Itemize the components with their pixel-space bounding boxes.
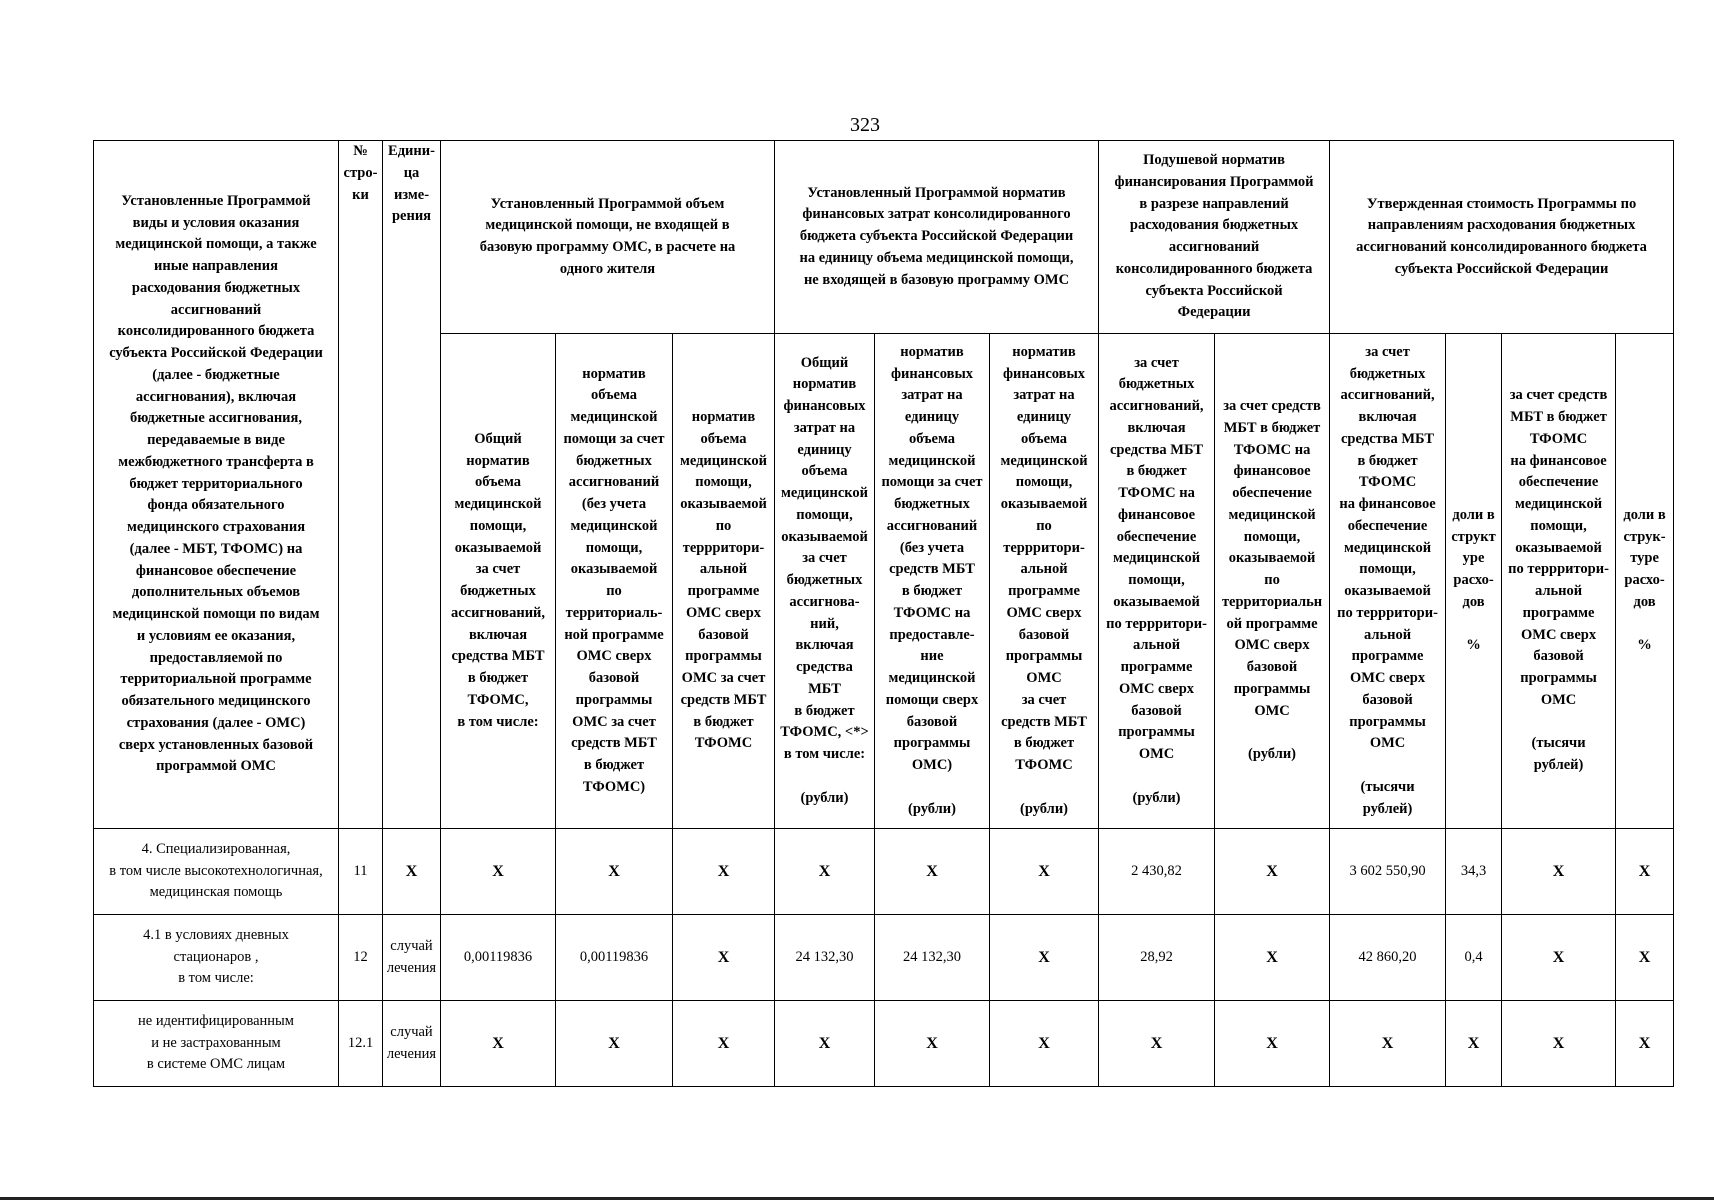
page-number: 323	[850, 114, 880, 136]
header-group-volume: Установленный Программой объем медицинской помощи, не входящей в базовую программу ОМС, в расчете на одного жителя	[441, 141, 775, 334]
cell: X	[990, 829, 1099, 915]
header-group-cost-norm: Установленный Программой норматив финансовых затрат консолидированного бюджета субъекта Российской Федерации на единицу объема медицинской помощи, не входящей в базовую программу ОМС	[775, 141, 1099, 334]
cell: 0,4	[1446, 915, 1502, 1001]
cell: X	[1616, 829, 1674, 915]
cell: X	[1616, 1001, 1674, 1087]
cell: X	[673, 1001, 775, 1087]
cell: 0,00119836	[556, 915, 673, 1001]
header-group-per-capita: Подушевой норматив финансирования Программой в разрезе направлений расходования бюджетных ассигнований консолидированного бюджета субъекта Российской Федерации	[1099, 141, 1330, 334]
cell: X	[775, 829, 875, 915]
header-unit: Едини- ца изме- рения	[383, 141, 441, 829]
cell: X	[1502, 1001, 1616, 1087]
header-sub-5: норматив финансовых затрат на единицу объема медицинской помощи за счет бюджетных ассигнований (без учета средств МБТ в бюджет ТФОМС на предоставле- ние медицинской помощи сверх базовой программы ОМС) (рубли)	[875, 334, 990, 829]
header-group-program-cost: Утвержденная стоимость Программы по направлениям расходования бюджетных ассигнований консолидированного бюджета субъекта Российской Федерации	[1330, 141, 1674, 334]
header-sub-3: норматив объема медицинской помощи, оказываемой по террритори- альной программе ОМС сверх базовой программы ОМС за счет средств МБТ в бюджет ТФОМС	[673, 334, 775, 829]
cell: X	[1502, 829, 1616, 915]
cell: 34,3	[1446, 829, 1502, 915]
header-row-number: № стро- ки	[339, 141, 383, 829]
header-types-of-care: Установленные Программой виды и условия оказания медицинской помощи, а также иные направления расходования бюджетных ассигнований консолидированного бюджета субъекта Российской Федерации (далее - бюджетные ассигнования), включая бюджетные ассигнования, передаваемые в виде межбюджетного трансферта в бюджет территориального фонда обязательного медицинского страхования (далее - МБТ, ТФОМС) на финансовое обеспечение дополнительных объемов медицинской помощи по видам и условиям ее оказания, предоставляемой по территориальной программе обязательного медицинского страхования (далее - ОМС) сверх установленных базовой программой ОМС	[94, 141, 339, 829]
row-unit: X	[383, 829, 441, 915]
cell: X	[556, 1001, 673, 1087]
cell: X	[1215, 829, 1330, 915]
cell: 42 860,20	[1330, 915, 1446, 1001]
row-label: 4. Специализированная, в том числе высокотехнологичная, медицинская помощь	[94, 829, 339, 915]
cell: X	[875, 1001, 990, 1087]
row-label: 4.1 в условиях дневных стационаров , в том числе:	[94, 915, 339, 1001]
cell: X	[1330, 1001, 1446, 1087]
cell: X	[875, 829, 990, 915]
header-sub-8: за счет средств МБТ в бюджет ТФОМС на финансовое обеспечение медицинской помощи, оказываемой по территориальн ой программе ОМС сверх базовой программы ОМС (рубли)	[1215, 334, 1330, 829]
cell: X	[775, 1001, 875, 1087]
row-unit: случай лечения	[383, 915, 441, 1001]
cell: X	[1502, 915, 1616, 1001]
header-sub-7: за счет бюджетных ассигнований, включая средства МБТ в бюджет ТФОМС на финансовое обеспечение медицинской помощи, оказываемой по террритори- альной программе ОМС сверх базовой программы ОМС (рубли)	[1099, 334, 1215, 829]
cell: X	[1215, 915, 1330, 1001]
row-unit: случай лечения	[383, 1001, 441, 1087]
row-label: не идентифицированным и не застрахованным в системе ОМС лицам	[94, 1001, 339, 1087]
header-sub-4: Общий норматив финансовых затрат на единицу объема медицинской помощи, оказываемой за счет бюджетных ассигнова- ний, включая средства МБТ в бюджет ТФОМС, <*> в том числе: (рубли)	[775, 334, 875, 829]
cell: X	[673, 829, 775, 915]
header-sub-1: Общий норматив объема медицинской помощи, оказываемой за счет бюджетных ассигнований, включая средства МБТ в бюджет ТФОМС, в том числе:	[441, 334, 556, 829]
cell: 24 132,30	[775, 915, 875, 1001]
header-sub-10: доли в структ уре расхо- дов %	[1446, 334, 1502, 829]
cell: X	[441, 829, 556, 915]
program-cost-table	[93, 140, 1674, 1087]
header-sub-9: за счет бюджетных ассигнований, включая средства МБТ в бюджет ТФОМС на финансовое обеспечение медицинской помощи, оказываемой по террритори- альной программе ОМС сверх базовой программы ОМС (тысячи рублей)	[1330, 334, 1446, 829]
cell: 28,92	[1099, 915, 1215, 1001]
header-row-top	[94, 141, 1674, 334]
cell: X	[556, 829, 673, 915]
cell: X	[1215, 1001, 1330, 1087]
row-number: 12	[339, 915, 383, 1001]
row-number: 11	[339, 829, 383, 915]
cell: 3 602 550,90	[1330, 829, 1446, 915]
table-row	[94, 1001, 1674, 1087]
table-row	[94, 829, 1674, 915]
header-sub-6: норматив финансовых затрат на единицу объема медицинской помощи, оказываемой по террритори- альной программе ОМС сверх базовой программы ОМС за счет средств МБТ в бюджет ТФОМС (рубли)	[990, 334, 1099, 829]
cell: X	[673, 915, 775, 1001]
cell: X	[1616, 915, 1674, 1001]
header-sub-2: норматив объема медицинской помощи за счет бюджетных ассигнований (без учета медицинской помощи, оказываемой по территориаль- ной программе ОМС сверх базовой программы ОМС за счет средств МБТ в бюджет ТФОМС)	[556, 334, 673, 829]
cell: 24 132,30	[875, 915, 990, 1001]
cell: X	[1099, 1001, 1215, 1087]
table-row	[94, 915, 1674, 1001]
cell: 2 430,82	[1099, 829, 1215, 915]
header-sub-11: за счет средств МБТ в бюджет ТФОМС на финансовое обеспечение медицинской помощи, оказываемой по террритори- альной программе ОМС сверх базовой программы ОМС (тысячи рублей)	[1502, 334, 1616, 829]
cell: X	[1446, 1001, 1502, 1087]
row-number: 12.1	[339, 1001, 383, 1087]
cell: X	[441, 1001, 556, 1087]
header-sub-12: доли в струк- туре расхо- дов %	[1616, 334, 1674, 829]
cell: 0,00119836	[441, 915, 556, 1001]
cell: X	[990, 915, 1099, 1001]
cell: X	[990, 1001, 1099, 1087]
